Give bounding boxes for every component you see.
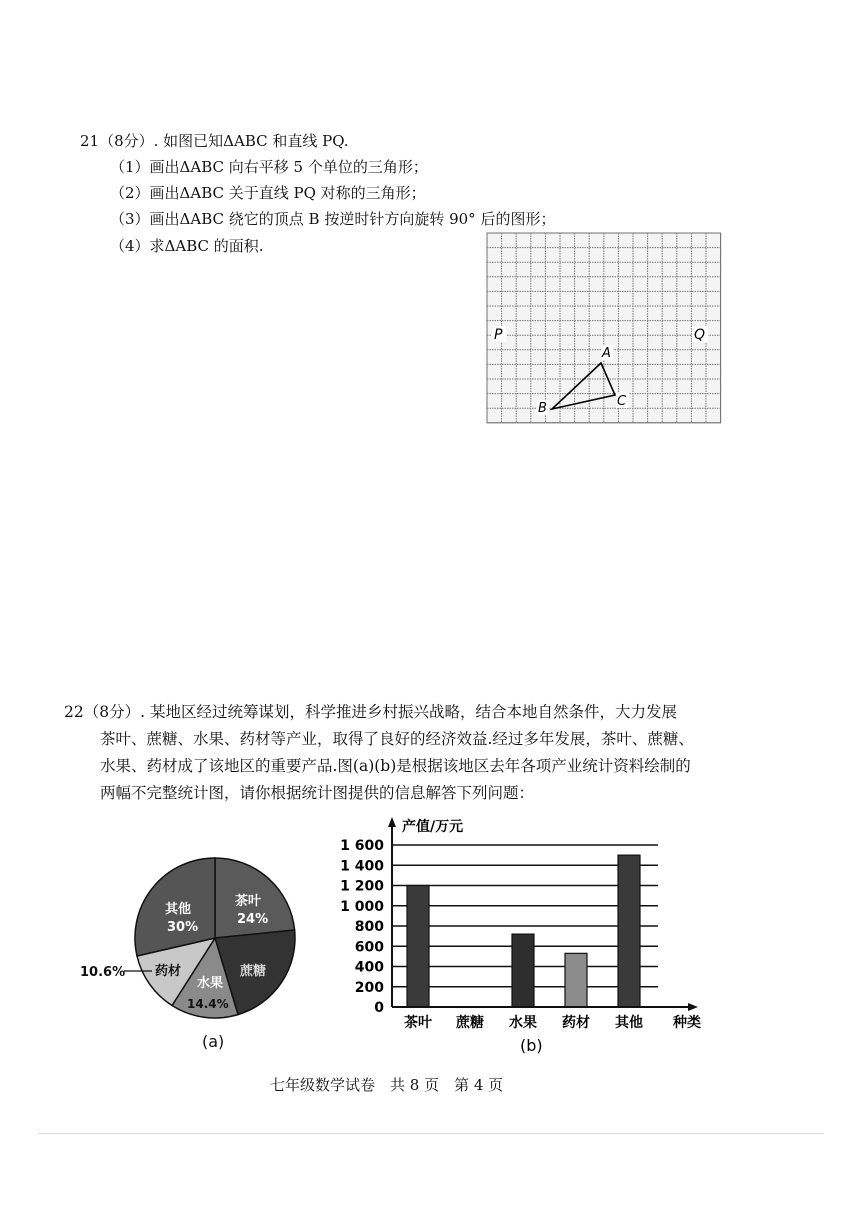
q22-line-1: 22（8分）. 某地区经过统筹谋划，科学推进乡村振兴战略，结合本地自然条件，大力发展 [64, 703, 677, 721]
label-c: C [617, 394, 627, 409]
label-a: A [602, 346, 611, 361]
y-axis-label: 产值/万元 [402, 819, 464, 835]
pie-label-herb-pct: 10.6% [80, 965, 126, 980]
x-tick-label: 药材 [562, 1015, 590, 1031]
bar-4 [618, 855, 640, 1007]
pie-label-fruit-pct: 14.4% [187, 997, 229, 1011]
x-axis-label: 种类 [673, 1015, 701, 1031]
y-tick-label: 600 [354, 939, 384, 956]
label-b: B [538, 401, 547, 416]
q21-item-3: （3）画出ΔABC 绕它的顶点 B 按逆时针方向旋转 90° 后的图形； [110, 210, 556, 228]
grid-lines [487, 233, 721, 423]
page-bottom-rule [38, 1133, 824, 1134]
pie-label-herb: 药材 [155, 964, 182, 979]
x-tick-label: 蔗糖 [456, 1015, 484, 1031]
y-tick-label: 1 200 [340, 878, 384, 895]
q21-item-4: （4）求ΔABC 的面积. [110, 237, 264, 255]
bar-chart [340, 815, 720, 1060]
bar-2 [512, 934, 534, 1007]
pie-label-sugar: 蔗糖 [240, 964, 267, 979]
x-axis-arrow [688, 1003, 698, 1011]
page-footer: 七年级数学试卷 共 8 页 第 4 页 [270, 1076, 504, 1094]
bar-0 [407, 886, 429, 1008]
label-q: Q [694, 327, 706, 343]
y-tick-label: 400 [354, 959, 384, 976]
pie-caption: (a) [202, 1032, 225, 1051]
q22-line-4: 两幅不完整统计图，请你根据统计图提供的信息解答下列问题： [100, 784, 535, 802]
y-tick-label: 800 [354, 919, 384, 935]
y-tick-label: 1 600 [340, 838, 384, 854]
q22-line-2: 茶叶、蔗糖、水果、药材等产业，取得了良好的经济效益.经过多年发展，茶叶、蔗糖、 [100, 730, 694, 748]
pie-label-other: 其他 [165, 902, 192, 917]
y-tick-label: 0 [374, 1000, 384, 1016]
y-axis-arrow [388, 817, 396, 827]
pie-label-other-pct: 30% [167, 920, 199, 935]
pie-label-tea-pct: 24% [237, 912, 269, 927]
q21-heading: 21（8分）. 如图已知ΔABC 和直线 PQ. [80, 132, 349, 150]
pie-label-fruit: 水果 [197, 976, 224, 991]
y-tick-label: 1 000 [340, 898, 384, 915]
q21-item-1: （1）画出ΔABC 向右平移 5 个单位的三角形； [110, 158, 428, 176]
q22-line-3: 水果、药材成了该地区的重要产品.图(a)(b)是根据该地区去年各项产业统计资料绘制的 [100, 757, 691, 775]
pie-chart [80, 845, 310, 1055]
label-p: P [494, 327, 503, 343]
q21-item-2: （2）画出ΔABC 关于直线 PQ 对称的三角形； [110, 184, 426, 202]
y-tick-label: 200 [354, 979, 384, 996]
grid-figure [484, 228, 724, 434]
x-tick-label: 其他 [615, 1015, 643, 1031]
x-tick-label: 茶叶 [404, 1015, 432, 1031]
pie-label-tea: 茶叶 [235, 894, 262, 909]
bar-3 [565, 953, 587, 1007]
x-tick-label: 水果 [509, 1015, 537, 1031]
bar-caption: (b) [520, 1036, 543, 1055]
y-tick-label: 1 400 [340, 858, 384, 875]
